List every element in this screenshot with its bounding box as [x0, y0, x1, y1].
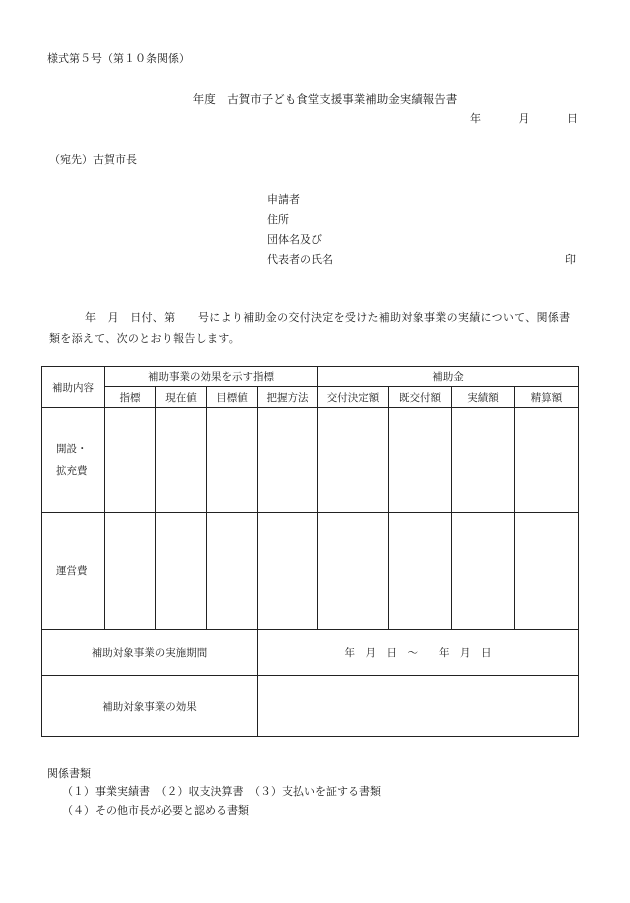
cell-input[interactable] [105, 513, 156, 630]
date-year: 年 [470, 112, 481, 125]
cell-input[interactable] [318, 408, 389, 513]
report-table [41, 366, 579, 737]
period-label: 補助対象事業の実施期間 [42, 630, 258, 676]
header-indicator-group: 補助事業の効果を示す指標 [105, 367, 318, 387]
cell-input[interactable] [452, 408, 515, 513]
cell-input[interactable] [105, 408, 156, 513]
header-subsidy-group: 補助金 [318, 367, 579, 387]
date-day: 日 [567, 112, 578, 125]
cell-input[interactable] [258, 513, 318, 630]
header-decided-amount: 交付決定額 [318, 387, 389, 408]
period-value[interactable]: 年 月 日 ～ 年 月 日 [258, 630, 579, 676]
report-body-text: 年 月 日付、第 号により補助金の交付決定を受けた補助対象事業の実績について、関係書類を添えて、次のとおり報告します。 [49, 311, 571, 345]
header-subsidy-content: 補助内容 [42, 367, 105, 408]
cell-input[interactable] [452, 513, 515, 630]
header-actual-amount: 実績額 [452, 387, 515, 408]
applicant-label: 申請者 [267, 193, 300, 206]
applicant-org-name: 団体名及び [267, 233, 322, 246]
applicant-rep-name: 代表者の氏名 [267, 253, 333, 266]
row-opening-line1: 開設・ [56, 443, 88, 455]
row-opening-line2: 拡充費 [56, 465, 88, 477]
row-opening-expansion-label [42, 408, 105, 513]
cell-input[interactable] [156, 513, 207, 630]
date-month: 月 [518, 112, 530, 125]
cell-input[interactable] [515, 513, 579, 630]
cell-input[interactable] [258, 408, 318, 513]
header-target-value: 目標値 [207, 387, 258, 408]
form-number: 様式第５号（第１０条関係） [47, 52, 190, 65]
addressee: （宛先）古賀市長 [49, 153, 137, 166]
effect-label: 補助対象事業の効果 [42, 676, 258, 737]
cell-input[interactable] [156, 408, 207, 513]
header-method: 把握方法 [258, 387, 318, 408]
header-settled-amount: 精算額 [515, 387, 579, 408]
cell-input[interactable] [515, 408, 579, 513]
row-operating-label: 運営費 [42, 513, 105, 630]
cell-input[interactable] [318, 513, 389, 630]
related-docs-title: 関係書類 [47, 767, 91, 780]
cell-input[interactable] [207, 408, 258, 513]
related-docs-line2: （４）その他市長が必要と認める書類 [62, 804, 249, 817]
related-docs-line1: （１）事業実績書 （２）収支決算書 （３）支払いを証する書類 [62, 785, 381, 798]
header-paid-amount: 既交付額 [389, 387, 452, 408]
cell-input[interactable] [207, 513, 258, 630]
document-title: 年度 古賀市子ども食堂支援事業補助金実績報告書 [192, 92, 458, 106]
cell-input[interactable] [389, 408, 452, 513]
applicant-address: 住所 [267, 213, 289, 226]
header-current-value: 現在値 [156, 387, 207, 408]
seal-mark: 印 [565, 253, 576, 266]
cell-input[interactable] [389, 513, 452, 630]
date-line [452, 110, 578, 126]
effect-value[interactable] [258, 676, 579, 737]
header-indicator: 指標 [105, 387, 156, 408]
